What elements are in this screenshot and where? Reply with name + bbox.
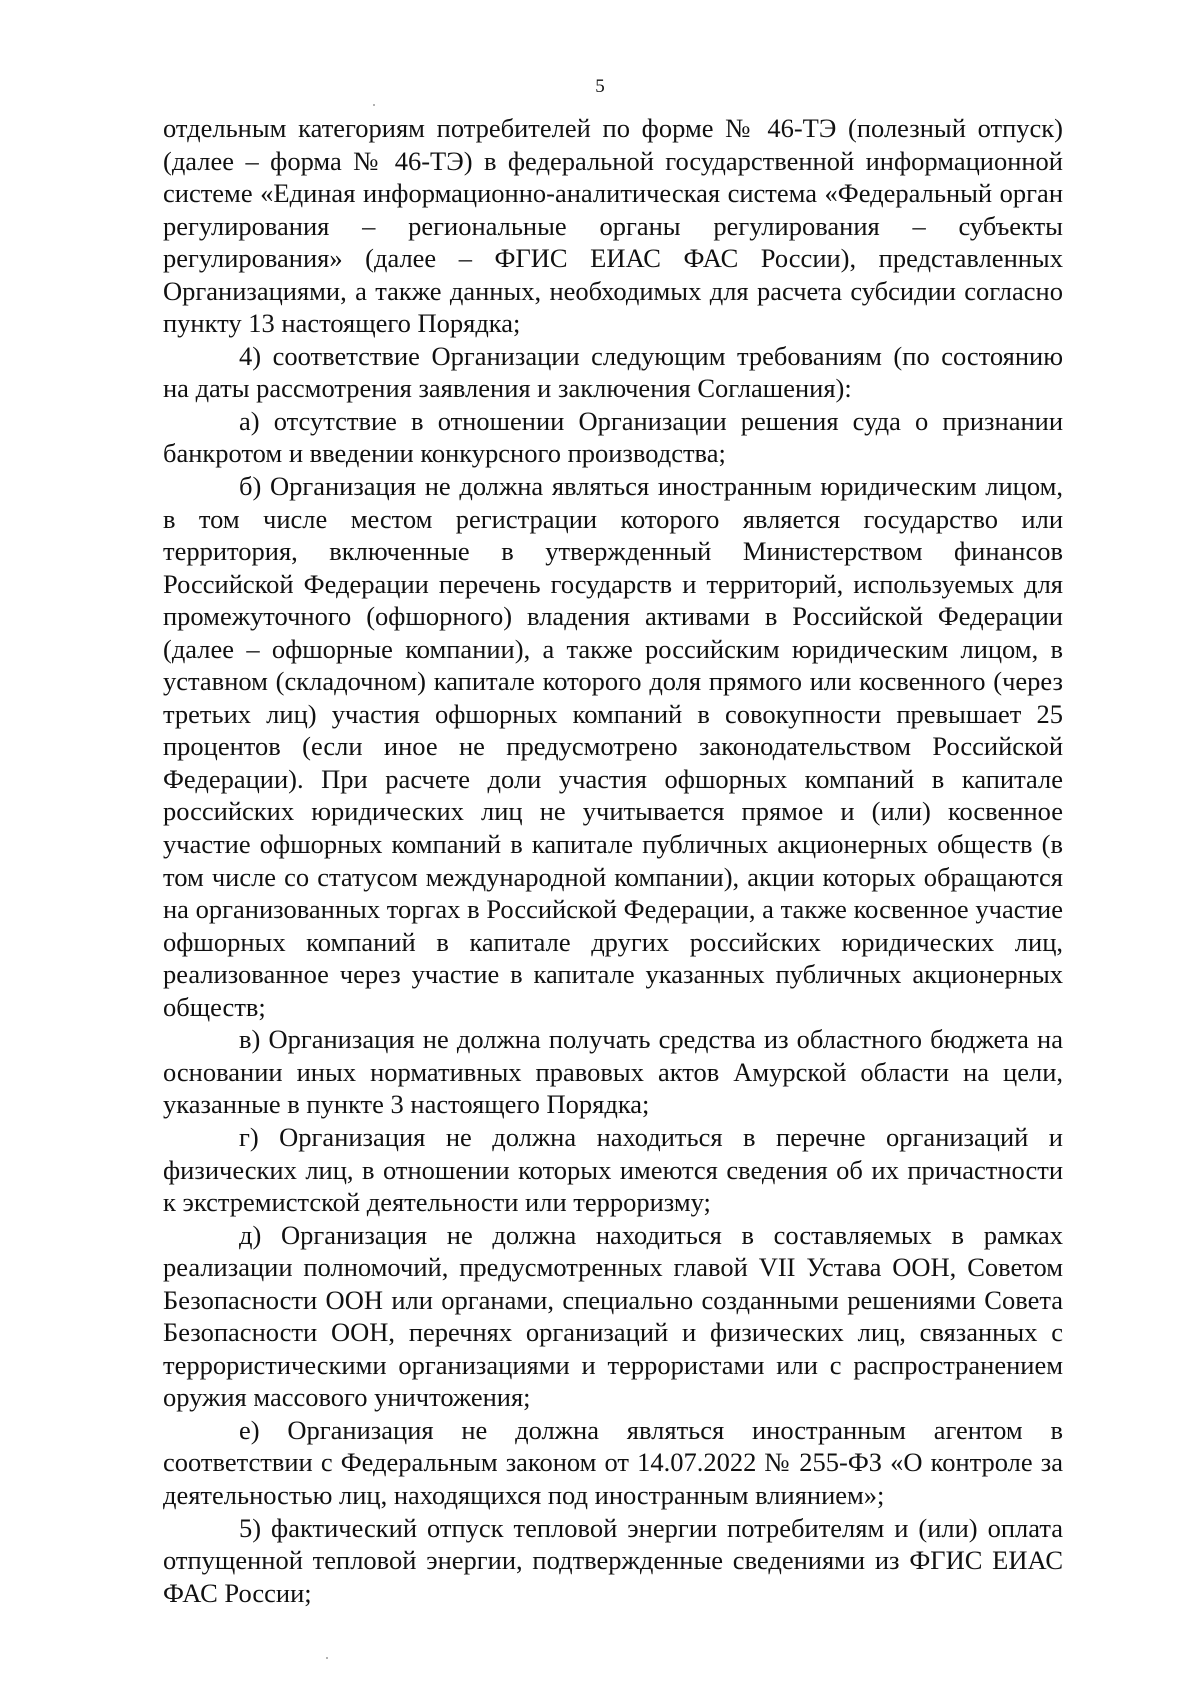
document-body <box>163 112 1063 1609</box>
paragraph-item-4e: е) Организация не должна являться иностранным агентом в соответствии с Федеральным законом от 14.07.2022 № 255-ФЗ «О контроле за деятельностью лиц, находящихся под иностранным влиянием»; <box>163 1414 1063 1510</box>
paragraph-item-4a: а) отсутствие в отношении Организации решения суда о признании банкротом и введении конкурсного производства; <box>163 405 1063 469</box>
paragraph-item-4v: в) Организация не должна получать средства из областного бюджета на основании иных нормативных правовых актов Амурской области на цели, указанные в пункте 3 настоящего Порядка; <box>163 1024 1063 1120</box>
paragraph-continuation: отдельным категориям потребителей по форме № 46-ТЭ (полезный отпуск) (далее – форма № 46-ТЭ) в федеральной государственной информационной системе «Единая информационно-аналитическая система «Федеральный орган регулирования – региональные органы регулирования – субъекты регулирования» (далее – ФГИС ЕИАС ФАС России), представленных Организациями, а также данных, необходимых для расчета субсидии согласно пункту 13 настоящего Порядка; <box>163 113 1063 339</box>
paragraph-item-4b: б) Организация не должна являться иностранным юридическим лицом, в том числе местом регистрации которого является государство или территория, включенные в утвержденный Министерством финансов Российской Федерации перечень государств и территорий, используемых для промежуточного (офшорного) владения активами в Российской Федерации (далее – офшорные компании), а также российским юридическим лицом, в уставном (складочном) капитале которого доля прямого или косвенного (через третьих лиц) участия офшорных компаний в совокупности превышает 25 процентов (если иное не предусмотрено законодательством Российской Федерации). При расчете доли участия офшорных компаний в капитале российских юридических лиц не учитывается прямое и (или) косвенное участие офшорных компаний в капитале публичных акционерных обществ (в том числе со статусом международной компании), акции которых обращаются на организованных торгах в Российской Федерации, а также косвенное участие офшорных компаний в капитале других российских юридических лиц, реализованное через участие в капитале указанных публичных акционерных обществ; <box>163 471 1063 1022</box>
paragraph-item-5: 5) фактический отпуск тепловой энергии потребителям и (или) оплата отпущенной тепловой энергии, подтвержденные сведениями из ФГИС ЕИАС ФАС России; <box>163 1512 1063 1608</box>
scan-speck <box>326 1657 328 1659</box>
paragraph-item-4d: д) Организация не должна находиться в составляемых в рамках реализации полномочий, предусмотренных главой VII Устава ООН, Советом Безопасности ООН или органами, специально созданными решениями Совета Безопасности ООН, перечнях организаций и физических лиц, связанных с террористическими организациями и террористами или с распространением оружия массового уничтожения; <box>163 1219 1063 1413</box>
paragraph-item-4g: г) Организация не должна находиться в перечне организаций и физических лиц, в отношении которых имеются сведения об их причастности к экстремистской деятельности или терроризму; <box>163 1121 1063 1218</box>
scan-speck <box>373 104 375 106</box>
page-number: 5 <box>595 76 605 97</box>
paragraph-item-4: 4) соответствие Организации следующим требованиям (по состоянию на даты рассмотрения заявления и заключения Соглашения): <box>163 340 1063 404</box>
